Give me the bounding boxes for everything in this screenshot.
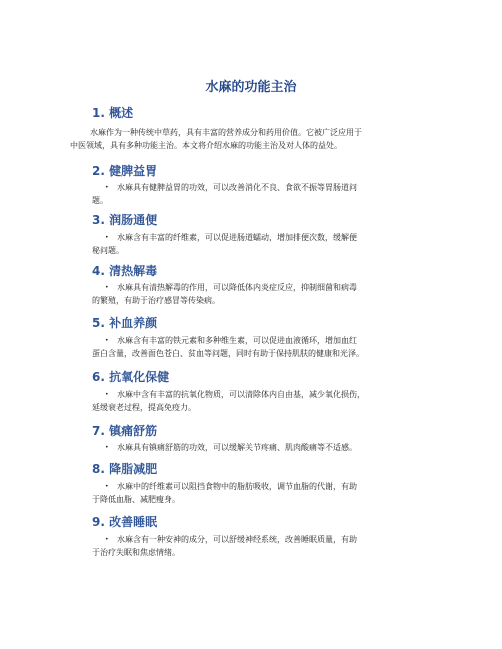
list-item: [92, 334, 452, 360]
bullet-icon: •: [105, 337, 109, 344]
section-heading-detox: 4. 清热解毒: [92, 264, 158, 278]
list-item-line: 题。: [92, 196, 108, 205]
list-item-line: • 水麻具有清热解毒的作用，可以降低体内炎症反应，抑制细菌和病毒: [105, 283, 357, 292]
list-item-line: 于治疗失眠和焦虑情绪。: [92, 548, 180, 557]
list-item-line: 的繁殖，有助于治疗感冒等传染病。: [92, 296, 220, 305]
list-item-line: • 水麻含有丰富的铁元素和多种维生素，可以促进血液循环，增加血红: [105, 336, 357, 345]
bullet-icon: •: [105, 184, 109, 191]
section-heading-spleen-stomach: 2. 健脾益胃: [92, 164, 158, 178]
bullet-icon: •: [105, 483, 109, 490]
list-item-line: • 水麻具有健脾益胃的功效，可以改善消化不良、食欲不振等胃肠道问: [105, 183, 357, 192]
bullet-icon: •: [105, 284, 109, 291]
bullet-icon: •: [105, 234, 109, 241]
section-heading-overview: 1. 概述: [92, 106, 134, 120]
section-heading-bowel: 3. 润肠通便: [92, 213, 158, 227]
list-item-line: • 水麻含有丰富的纤维素，可以促进肠道蠕动，增加排便次数，缓解便: [105, 233, 357, 242]
list-item-line: • 水麻具有镇痛舒筋的功效，可以缓解关节疼痛、肌肉酸痛等不适感。: [105, 443, 357, 452]
paragraph-line: 中医领域，具有多种功能主治。本文将介绍水麻的功能主治及对人体的益处。: [70, 141, 342, 150]
list-item: [92, 441, 452, 454]
bullet-icon: •: [105, 536, 109, 543]
section-heading-antioxidant: 6. 抗氧化保健: [92, 370, 170, 384]
list-item-line: 延缓衰老过程，提高免疫力。: [92, 403, 196, 412]
section-heading-blood: 5. 补血养颜: [92, 316, 158, 330]
paragraph-line: 水麻作为一种传统中草药，具有丰富的营养成分和药用价值。它被广泛应用于: [90, 128, 362, 137]
list-item: [92, 231, 452, 257]
list-item-line: 蛋白含量，改善面色苍白、贫血等问题，同时有助于保持肌肤的健康和光泽。: [92, 349, 364, 358]
list-item-line: • 水麻含有一种安神的成分，可以舒缓神经系统，改善睡眠质量，有助: [105, 535, 357, 544]
list-item-line: • 水麻中的纤维素可以阻挡食物中的脂肪吸收，调节血脂的代谢，有助: [105, 482, 357, 491]
list-item: [92, 181, 452, 207]
list-item: [92, 533, 452, 559]
list-item: [92, 480, 452, 506]
list-item: [92, 281, 452, 307]
list-item-line: 于降低血脂、减肥瘦身。: [92, 495, 180, 504]
section-heading-lipid: 8. 降脂减肥: [92, 462, 158, 476]
list-item-line: 秘问题。: [92, 246, 124, 255]
bullet-icon: •: [105, 391, 109, 398]
section-heading-analgesic: 7. 镇痛舒筋: [92, 424, 158, 438]
list-item: [92, 388, 452, 414]
document-title: 水麻的功能主治: [205, 80, 297, 95]
list-item-line: • 水麻中含有丰富的抗氧化物质，可以清除体内自由基，减少氧化损伤，: [105, 390, 365, 399]
bullet-icon: •: [105, 444, 109, 451]
section-paragraph-overview: [70, 126, 430, 152]
section-heading-sleep: 9. 改善睡眠: [92, 515, 158, 529]
